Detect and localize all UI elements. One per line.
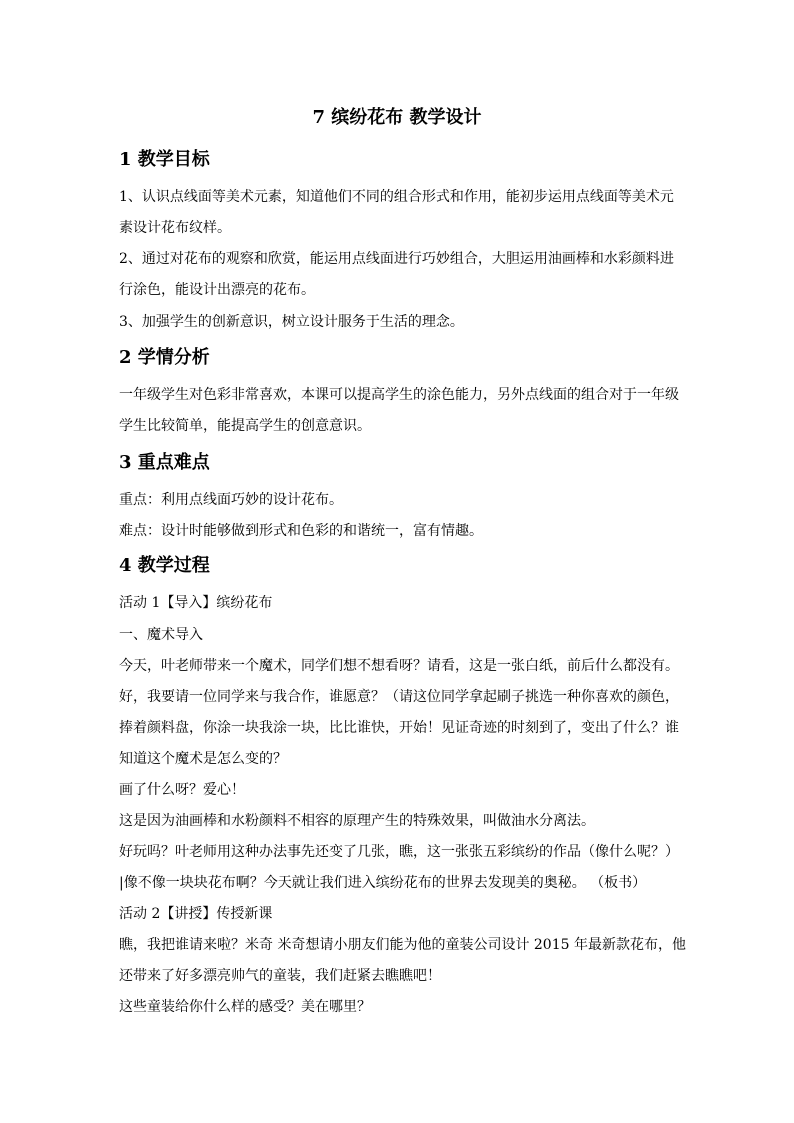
paragraph-line: 知道这个魔术是怎么变的？: [119, 751, 287, 767]
paragraph-line: 一年级学生对色彩非常喜欢，本课可以提高学生的涂色能力，另外点线面的组合对于一年级: [119, 387, 679, 403]
paragraph-line: 重点：利用点线面巧妙的设计花布。: [119, 492, 343, 508]
paragraph-line: 难点：设计时能够做到形式和色彩的和谐统一，富有情趣。: [119, 523, 483, 539]
paragraph-line: 一、魔术导入: [119, 627, 203, 643]
section-heading-key-points: 3 重点难点: [119, 452, 210, 473]
paragraph-line: 素设计花布纹样。: [119, 220, 231, 236]
paragraph-line: 2、通过对花布的观察和欣赏，能运用点线面进行巧妙组合，大胆运用油画棒和水彩颜料进: [119, 251, 674, 267]
paragraph-line: 画了什么呀？爱心！: [119, 782, 245, 798]
paragraph-line: 捧着颜料盘，你涂一块我涂一块，比比谁快，开始！见证奇迹的时刻到了，变出了什么？谁: [119, 720, 679, 736]
document-title: 7 缤纷花布 教学设计: [312, 107, 482, 128]
paragraph-line: 今天，叶老师带来一个魔术，同学们想不想看呀？请看，这是一张白纸，前后什么都没有。: [119, 658, 679, 674]
section-heading-objectives: 1 教学目标: [119, 149, 210, 170]
paragraph-line: 瞧，我把谁请来啦？米奇 米奇想请小朋友们能为他的童装公司设计 2015 年最新款花布，他: [119, 937, 686, 953]
paragraph-line: 这是因为油画棒和水粉颜料不相容的原理产生的特殊效果，叫做油水分离法。: [119, 813, 595, 829]
paragraph-line: 还带来了好多漂亮帅气的童装，我们赶紧去瞧瞧吧！: [119, 968, 441, 984]
paragraph-line: 1、认识点线面等美术元素，知道他们不同的组合形式和作用，能初步运用点线面等美术元: [119, 189, 674, 205]
paragraph-line: 行涂色，能设计出漂亮的花布。: [119, 282, 315, 298]
section-heading-process: 4 教学过程: [119, 555, 210, 576]
paragraph-line: 活动 2【讲授】传授新课: [119, 906, 273, 922]
paragraph-line: 好，我要请一位同学来与我合作，谁愿意？（请这位同学拿起刷子挑选一种你喜欢的颜色，: [119, 689, 679, 705]
paragraph-line: 好玩吗？叶老师用这种办法事先还变了几张，瞧，这一张张五彩缤纷的作品（像什么呢？）: [119, 844, 679, 860]
paragraph-line: 这些童装给你什么样的感受？美在哪里？: [119, 999, 371, 1015]
paragraph-line: 活动 1【导入】缤纷花布: [119, 595, 273, 611]
paragraph-line: |像不像一块块花布啊？今天就让我们进入缤纷花布的世界去发现美的奥秘。 （板书）: [119, 875, 647, 891]
paragraph-line: 3、加强学生的创新意识，树立设计服务于生活的理念。: [119, 314, 464, 330]
paragraph-line: 学生比较简单，能提高学生的创意意识。: [119, 418, 371, 434]
section-heading-analysis: 2 学情分析: [119, 347, 210, 368]
